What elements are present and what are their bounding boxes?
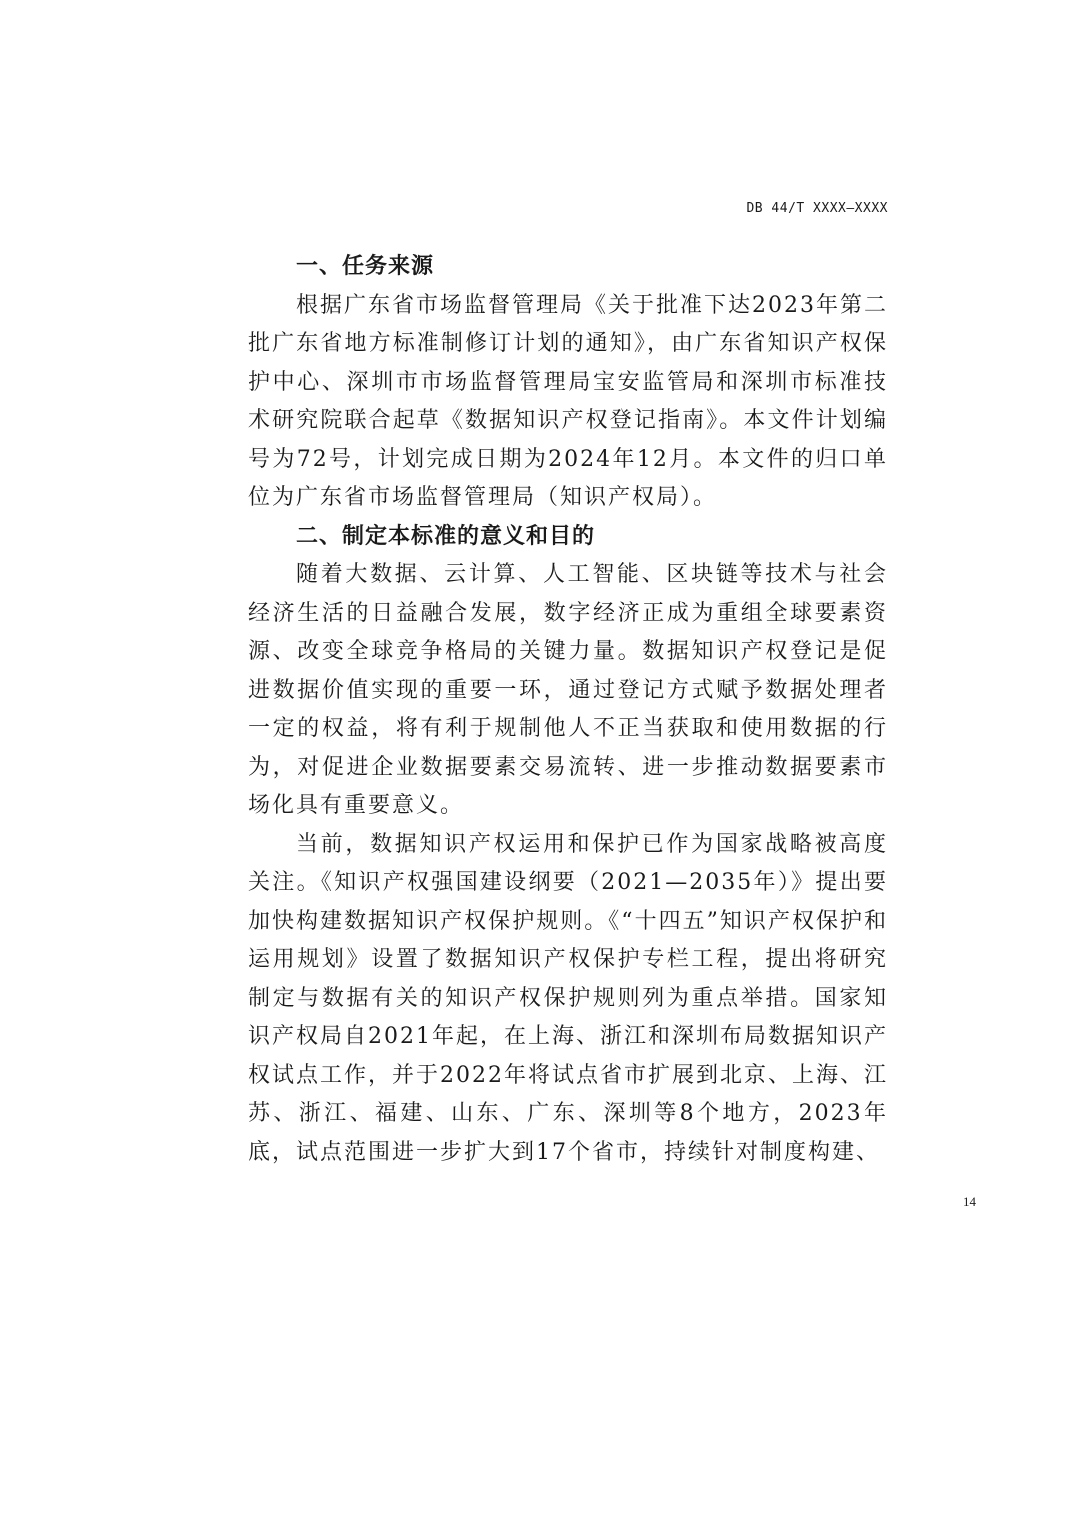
- paragraph-task-source: 根据广东省市场监督管理局《关于批准下达2023年第二批广东省地方标准制修订计划的通知》，由广东省知识产权保护中心、深圳市市场监督管理局宝安监管局和深圳市标准技术研究院联合起草《数据知识产权登记指南》。本文件计划编号为72号，计划完成日期为2024年12月。本文件的归口单位为广东省市场监督管理局（知识产权局）。: [248, 292, 888, 510]
- paragraph-significance-2: 当前，数据知识产权运用和保护已作为国家战略被高度关注。《知识产权强国建设纲要（2021—2035年）》提出要加快构建数据知识产权保护规则。《“十四五”知识产权保护和运用规划》设置了数据知识产权保护专栏工程，提出将研究制定与数据有关的知识产权保护规则列为重点举措。国家知识产权局自2021年起，在上海、浙江和深圳布局数据知识产权试点工作，并于2022年将试点省市扩展到北京、上海、江苏、浙江、福建、山东、广东、深圳等8个地方，2023年底，试点范围进一步扩大到17个省市，持续针对制度构建、: [248, 831, 888, 1165]
- document-body: [248, 248, 888, 1172]
- document-code: DB 44/T XXXX—XXXX: [746, 201, 888, 216]
- section-heading-significance: 二、制定本标准的意义和目的: [296, 523, 596, 549]
- paragraph-significance-1: 随着大数据、云计算、人工智能、区块链等技术与社会经济生活的日益融合发展，数字经济正成为重组全球要素资源、改变全球竞争格局的关键力量。数据知识产权登记是促进数据价值实现的重要一环，通过登记方式赋予数据处理者一定的权益，将有利于规制他人不正当获取和使用数据的行为，对促进企业数据要素交易流转、进一步推动数据要素市场化具有重要意义。: [248, 562, 888, 818]
- page-number: 14: [963, 1194, 976, 1209]
- section-heading-task-source: 一、任务来源: [296, 254, 435, 279]
